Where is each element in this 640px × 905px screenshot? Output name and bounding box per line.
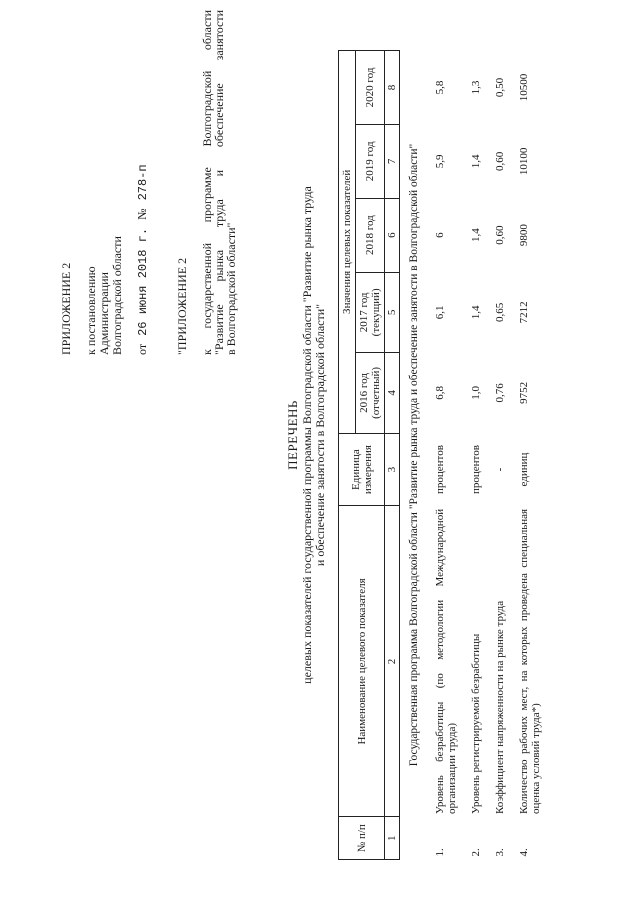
header-unit: Единица измерения	[339, 433, 385, 506]
number-sign: №	[135, 208, 149, 220]
row-value: 6,8	[434, 386, 446, 400]
column-number: 7	[385, 124, 400, 198]
row-no: 3.	[494, 848, 506, 857]
row-value: 0,50	[494, 77, 506, 98]
table-header-row	[339, 51, 356, 860]
row-value: 5,9	[434, 154, 446, 169]
column-number: 4	[385, 353, 400, 434]
row-value: 1,3	[470, 80, 482, 95]
previous-appendix-header	[176, 10, 237, 355]
row-no: 2.	[470, 848, 482, 857]
column-number: 1	[385, 817, 400, 860]
row-no: 4.	[518, 848, 530, 857]
decree-number: 278-п	[136, 164, 150, 201]
table-row	[512, 51, 548, 860]
table-row	[488, 51, 512, 860]
document-heading	[285, 65, 327, 805]
indicators-table	[338, 50, 548, 860]
row-unit: процентов	[434, 445, 446, 495]
row-name: Уровень регистрируемой безработицы	[470, 633, 482, 814]
appendix-title: ПРИЛОЖЕНИЕ 2	[59, 262, 73, 355]
header-no: № п/п	[339, 817, 385, 860]
appendix-line: Администрации	[97, 272, 111, 355]
row-value: 6	[434, 232, 446, 238]
header-year: 2018 год	[356, 198, 385, 272]
header-year: 2020 год	[356, 51, 385, 125]
row-value: 5,8	[434, 80, 446, 95]
column-number: 5	[385, 272, 400, 353]
header-name: Наименование целевого показателя	[339, 506, 385, 817]
row-value: 7212	[518, 301, 530, 324]
decree-date-line	[136, 25, 150, 355]
appendix-line: к постановлению	[84, 266, 98, 355]
row-no: 1.	[434, 848, 446, 857]
row-unit: -	[494, 467, 506, 472]
section-row	[400, 51, 429, 860]
row-unit: единиц	[518, 452, 530, 487]
prev-appendix-text: "Развитие рынка труда и обеспечение занятости	[212, 10, 226, 355]
header-year: 2016 год (отчетный)	[356, 353, 385, 434]
row-name: Уровень безработицы (по методологии Международной организации труда)	[434, 508, 458, 814]
column-number: 3	[385, 433, 400, 506]
appendix-line: Волгоградской области	[110, 236, 124, 355]
table-row	[428, 51, 464, 860]
row-value: 0,60	[494, 225, 506, 245]
row-value: 10100	[518, 147, 530, 176]
column-number: 2	[385, 506, 400, 817]
row-value: 1,4	[470, 228, 482, 243]
heading-subtitle: и обеспечение занятости в Волгоградской области"	[313, 303, 327, 567]
row-value: 9752	[518, 381, 530, 404]
row-unit: процентов	[470, 445, 482, 495]
row-value: 1,0	[470, 386, 482, 400]
row-value: 10500	[518, 73, 530, 102]
prev-appendix-text: к государственной программе Волгоградской области	[200, 10, 214, 355]
appendix-header	[60, 25, 150, 355]
row-value: 0,65	[494, 302, 506, 322]
date-prefix: от	[135, 343, 149, 355]
row-value: 0,60	[494, 151, 506, 171]
header-year: 2019 год	[356, 124, 385, 198]
section-title: Государственная программа Волгоградской области "Развитие рынка труда и обеспечение занятости в Волгоградской области"	[408, 143, 420, 767]
row-value: 9800	[518, 224, 530, 247]
row-value: 1,4	[470, 154, 482, 169]
prev-appendix-text: в Волгоградской области"	[224, 222, 238, 355]
heading-title: ПЕРЕЧЕНЬ	[285, 400, 300, 470]
row-name: Количество рабочих мест, на которых проведена специальная оценка условий труда*)	[518, 508, 542, 814]
row-value: 0,76	[494, 383, 506, 403]
header-year: 2017 год (текущий)	[356, 272, 385, 353]
heading-subtitle: целевых показателей государственной программы Волгоградской области "Развитие рынка труда	[300, 186, 314, 684]
column-number-row	[385, 51, 400, 860]
table-row	[464, 51, 488, 860]
prev-appendix-title: "ПРИЛОЖЕНИЕ 2	[175, 257, 189, 355]
row-value: 6,1	[434, 305, 446, 320]
decree-date: 26 июня 2018 г.	[136, 227, 150, 336]
header-values: Значения целевых показателей	[339, 51, 356, 434]
row-value: 1,4	[470, 305, 482, 320]
column-number: 6	[385, 198, 400, 272]
column-number: 8	[385, 51, 400, 125]
row-name: Коэффициент напряженности на рынке труда	[494, 600, 506, 814]
